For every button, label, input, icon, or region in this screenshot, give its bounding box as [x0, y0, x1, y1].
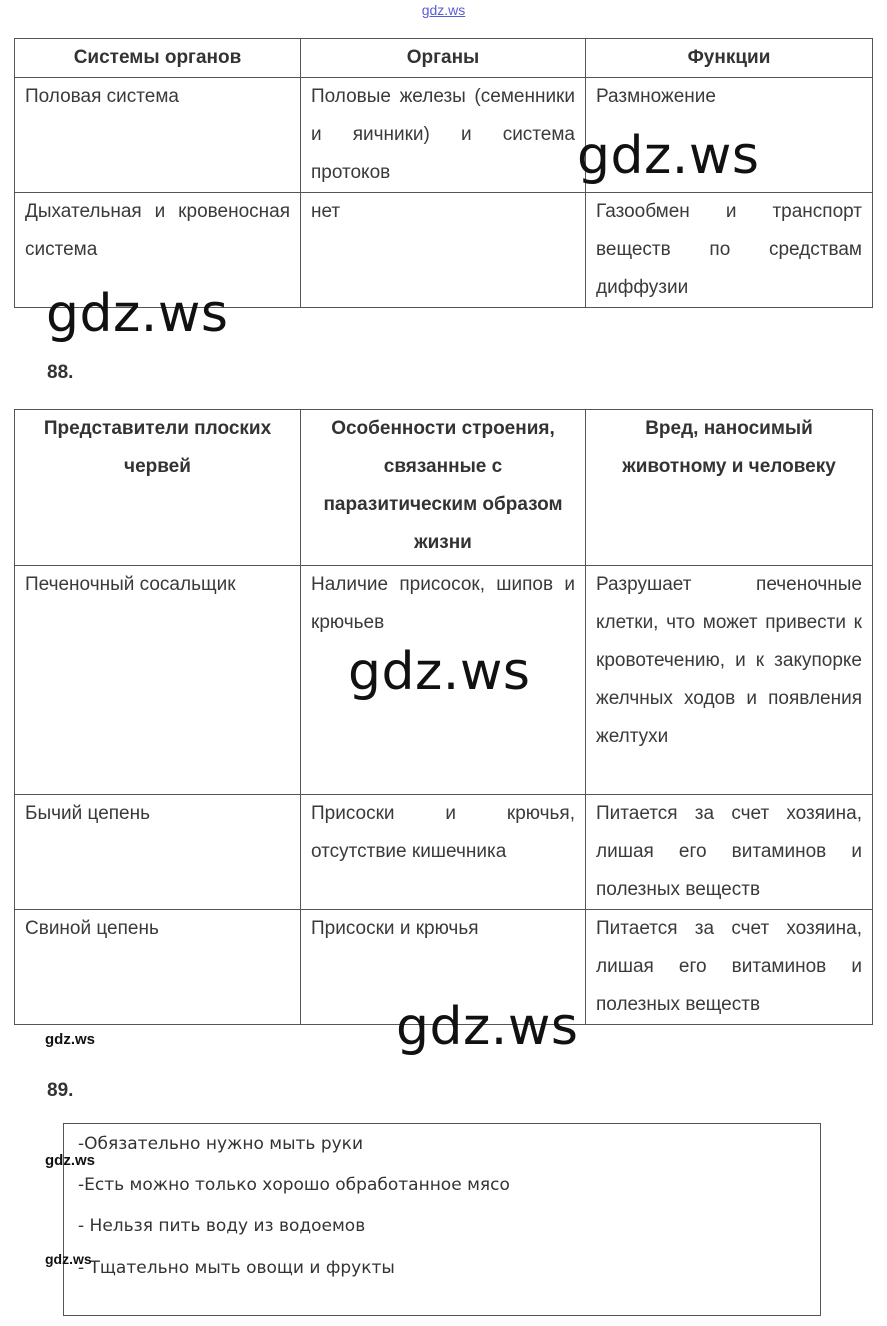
watermark: gdz.ws [348, 642, 531, 702]
table-row [15, 795, 873, 910]
table-cell: Размножение [586, 78, 873, 193]
table-cell: Половая система [15, 78, 301, 193]
table-cell: Питается за счет хозяина, лишая его витаминов и полезных веществ [586, 795, 873, 910]
table-cell: Печеночный сосальщик [15, 566, 301, 795]
table-cell: Присоски и крючья, отсутствие кишечника [301, 795, 586, 910]
header-cell: Органы [301, 39, 586, 78]
header-link[interactable]: gdz.ws [421, 2, 466, 18]
table-header-row [15, 410, 873, 566]
watermark: gdz.ws [577, 126, 760, 186]
table-header-row [15, 39, 873, 78]
header-cell: Функции [586, 39, 873, 78]
header-cell: Системы органов [15, 39, 301, 78]
rules-box [63, 1123, 821, 1316]
table-cell: Дыхательная и кровеносная система [15, 193, 301, 308]
header-cell: Представители плоских червей [15, 410, 301, 566]
watermark-small: gdz.ws [45, 1152, 96, 1169]
table-cell: Наличие присосок, шипов и крючьев [301, 566, 586, 795]
rule-line: -Обязательно нужно мыть руки [78, 1134, 363, 1154]
table-cell: нет [301, 193, 586, 308]
header-cell: Особенности строения, связанные с паразитическим образом жизни [301, 410, 586, 566]
rule-line: - Тщательно мыть овощи и фрукты [78, 1258, 395, 1278]
header-cell: Вред, наносимый животному и человеку [586, 410, 873, 566]
flatworms-table [14, 409, 873, 1025]
table-cell: Присоски и крючья [301, 910, 586, 1025]
table-cell: Питается за счет хозяина, лишая его витаминов и полезных веществ [586, 910, 873, 1025]
table-cell: Газообмен и транспорт веществ по средствам диффузии [586, 193, 873, 308]
watermark-small: gdz.ws [45, 1031, 96, 1048]
section-number-89: 89. [47, 1080, 74, 1101]
rule-line: - Нельзя пить воду из водоемов [78, 1216, 366, 1236]
watermark: gdz.ws [396, 997, 579, 1057]
watermark: gdz.ws [46, 284, 229, 344]
section-number-88: 88. [47, 362, 74, 383]
table-cell: Половые железы (семенники и яичники) и система протоков [301, 78, 586, 193]
table-cell: Бычий цепень [15, 795, 301, 910]
table-cell: Свиной цепень [15, 910, 301, 1025]
watermark-small: gdz.ws [45, 1251, 92, 1267]
table-cell: Разрушает печеночные клетки, что может привести к кровотечению, и к закупорке желчных ходов и появления желтухи [586, 566, 873, 795]
rule-line: -Есть можно только хорошо обработанное мясо [78, 1175, 510, 1195]
